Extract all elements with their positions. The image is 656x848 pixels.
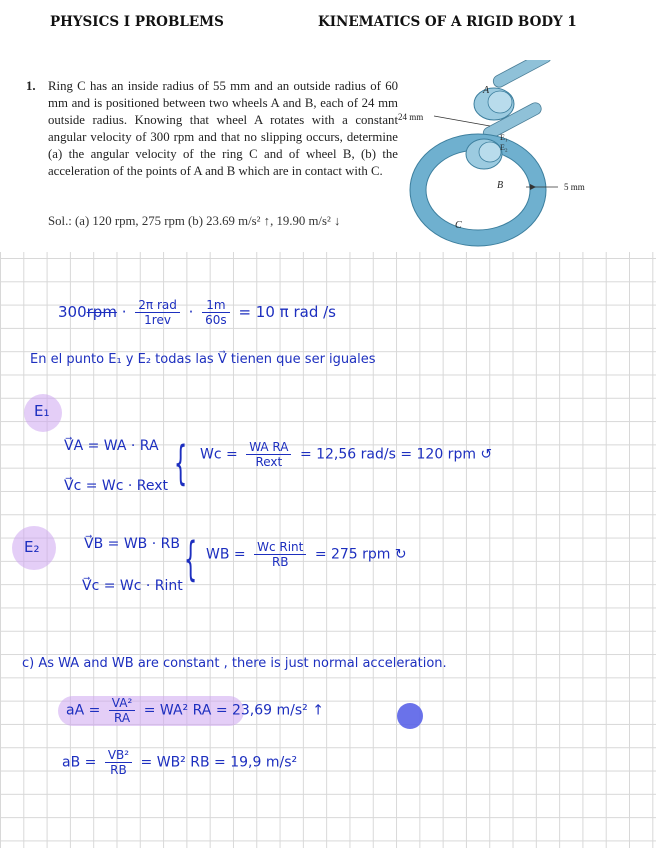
problem-number: 1. <box>26 79 36 93</box>
note-rpm-unit: rpm <box>86 303 117 321</box>
brace-e2: { <box>184 532 198 586</box>
note-ab-mid: = WB² RB <box>140 754 210 771</box>
note-e1-eq1: V⃗A = WA · RA <box>64 438 159 454</box>
note-rpm-conversion: 300rpm · $\frac{\text{2π rad}}{\text{1rev}}$ · $\frac{1m}{60s}$ = 10 π rad /s <box>58 298 336 327</box>
fraction-rad-per-rev <box>135 298 180 327</box>
shaft-a <box>491 60 553 89</box>
note-e2-eq1: V⃗B = WB · RB <box>84 536 180 552</box>
note-wc-prefix: Wc = <box>200 446 238 463</box>
note-ab-prefix: aB = <box>62 754 97 771</box>
fraction-wc <box>246 440 291 469</box>
cursor-dot[interactable] <box>397 703 423 729</box>
note-aa-mid: = WA² RA <box>143 702 212 719</box>
chapter-title: KINEMATICS OF A RIGID BODY 1 <box>318 14 577 30</box>
label-e1: E₁ <box>500 133 508 142</box>
note-wb-equation <box>206 540 407 569</box>
fraction-denominator: 60s <box>205 313 227 327</box>
dim-label-5mm: 5 mm <box>564 182 585 192</box>
note-wc-result: = 12,56 rad/s = 120 rpm ↺ <box>299 446 493 463</box>
fraction-denominator: RA <box>114 711 131 725</box>
fraction-aa <box>109 696 135 725</box>
note-e1-label: E₁ <box>34 402 50 420</box>
note-aa-prefix: aA = <box>66 702 101 719</box>
note-ab-result: = 19,9 m/s² <box>214 754 298 771</box>
note-e1-eq2: V⃗c = Wc · Rext <box>64 478 169 494</box>
fraction-numerator: VA² <box>109 696 135 711</box>
note-e2-label: E₂ <box>24 538 40 556</box>
page-header <box>0 14 656 34</box>
wheel-b-face <box>479 142 501 162</box>
fraction-min-per-sec <box>202 298 230 327</box>
solution-line: Sol.: (a) 120 rpm, 275 rpm (b) 23.69 m/s² ↑, 19.90 m/s² ↓ <box>48 214 341 228</box>
fraction-numerator: 1m <box>202 298 230 313</box>
note-rad-per-s-result: = 10 π rad /s <box>238 303 336 321</box>
note-wc-equation <box>200 440 492 469</box>
fraction-numerator: WA RA <box>246 440 291 455</box>
wheel-a-face <box>488 91 512 113</box>
note-wb-result: = 275 rpm ↻ <box>314 546 407 563</box>
fraction-wb <box>254 540 306 569</box>
fraction-denominator: RB <box>271 555 289 569</box>
note-same-velocity: En el punto E₁ y E₂ todas las V⃗ tienen que ser iguales <box>30 352 376 367</box>
fraction-denominator: Rext <box>255 455 283 469</box>
fraction-numerator: Wc Rint <box>254 540 306 555</box>
label-a: A <box>483 85 490 96</box>
dim-line-24mm <box>434 116 490 126</box>
fraction-numerator: 2π rad <box>135 298 180 313</box>
fraction-denominator: RB <box>110 763 127 777</box>
note-aa-result: = 23,69 m/s² ↑ <box>215 702 324 719</box>
note-aa-equation <box>66 696 324 725</box>
course-title: PHYSICS I PROBLEMS <box>50 14 224 30</box>
problem-text: Ring C has an inside radius of 55 mm and an outside radius of 60 mm and is positioned between two wheels A and B, each of 24 mm outside radius. Knowing that wheel A rotates with a constant angular velocity of 300 rpm and that no slipping occurs, determine (a) the angular velocity of the ring C and of wheel B, (b) the acceleration of the points of A and B which are in contact with C. <box>48 79 398 178</box>
brace-e1: { <box>174 436 188 490</box>
ring-wheel-figure <box>398 60 628 260</box>
note-ab-equation <box>62 748 297 777</box>
note-wb-prefix: WB = <box>206 546 246 563</box>
dim-label-24mm: 24 mm <box>398 112 424 122</box>
fraction-denominator: 1rev <box>144 313 171 327</box>
label-c: C <box>455 220 462 231</box>
note-rpm-value: 300 <box>58 303 87 321</box>
note-e2-eq2: V⃗c = Wc · Rint <box>82 578 183 594</box>
problem-statement <box>26 78 398 180</box>
note-part-c: c) As WA and WB are constant , there is just normal acceleration. <box>22 656 447 671</box>
label-e2: E₂ <box>500 143 508 152</box>
fraction-numerator: VB² <box>105 748 132 763</box>
fraction-ab <box>105 748 132 777</box>
label-b: B <box>497 180 504 191</box>
